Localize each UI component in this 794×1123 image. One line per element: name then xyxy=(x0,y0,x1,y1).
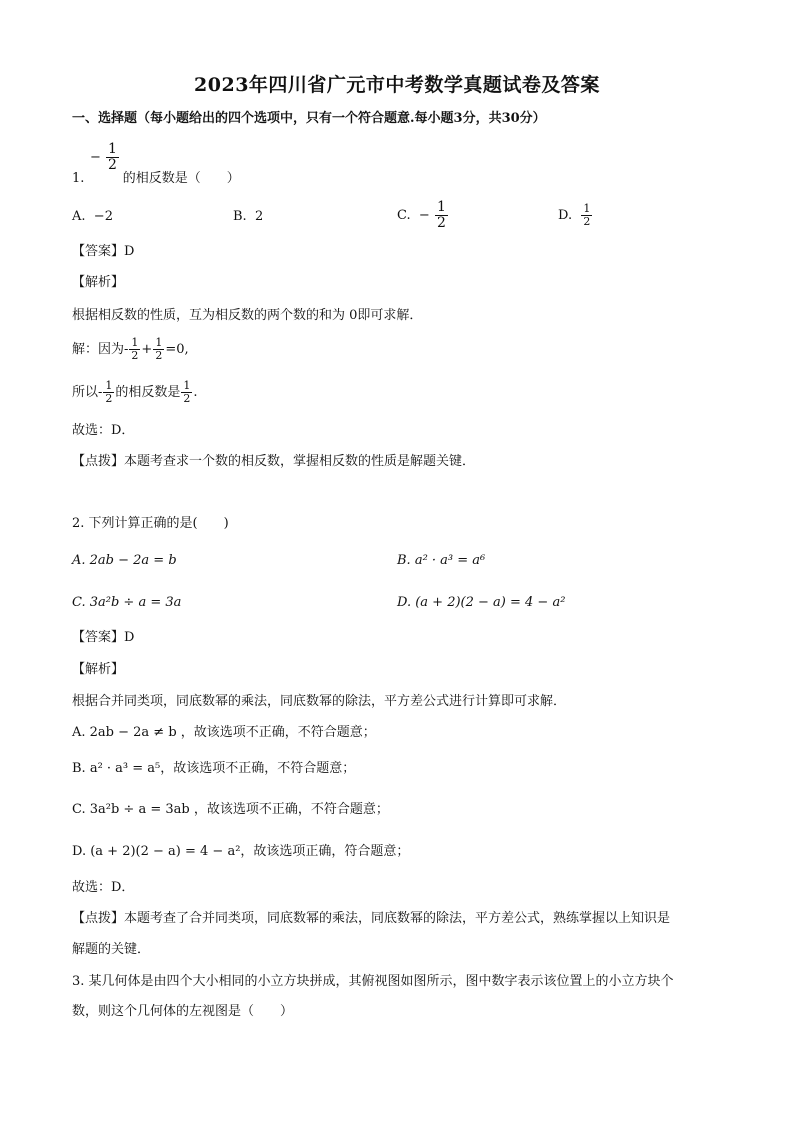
q2-line-c: C. 3a²b ÷ a = 3ab ，故该选项不正确，不符合题意； xyxy=(72,802,389,817)
question-text: 的相反数是（ ） xyxy=(122,171,240,186)
solution-text: 的相反数是 xyxy=(115,385,181,400)
fraction-denominator: 2 xyxy=(105,392,113,405)
q1-option-b xyxy=(233,208,263,226)
q2-line-b: B. a² · a³ = a⁵，故该选项不正确，不符合题意； xyxy=(72,761,356,776)
q1-fraction xyxy=(90,142,120,173)
q1-so-line xyxy=(72,380,198,405)
fraction-numerator: 1 xyxy=(155,336,163,349)
q3-stem-line1: 3. 某几何体是由四个大小相同的小立方块拼成，其俯视图如图所示，图中数字表示该位置上的小立方块个 xyxy=(72,974,674,989)
solution-text: . xyxy=(193,385,198,400)
fraction-numerator: 1 xyxy=(105,379,113,392)
q2-choose: 故选：D． xyxy=(72,880,135,895)
question-number: 1. xyxy=(72,171,85,186)
fraction xyxy=(181,380,192,405)
section-header: 一、选择题（每小题给出的四个选项中，只有一个符合题意.每小题3分，共30分） xyxy=(72,111,546,126)
fraction-denominator: 2 xyxy=(155,349,163,362)
fraction-denominator: 2 xyxy=(436,215,446,231)
fraction-numerator: 1 xyxy=(131,336,139,349)
q2-option-b: B. a² · a³ = a⁶ xyxy=(397,553,486,568)
q1-analysis-label: 【解析】 xyxy=(72,275,125,290)
q2-analysis-label: 【解析】 xyxy=(72,662,125,677)
q2-stem: 2. 下列计算正确的是( ) xyxy=(72,516,229,531)
q2-explanation: 根据合并同类项，同底数幂的乘法，同底数幂的除法，平方差公式进行计算即可求解． xyxy=(72,694,567,709)
q2-option-a: A. 2ab − 2a = b xyxy=(72,553,177,568)
q1-comment: 【点拨】本题考查求一个数的相反数，掌握相反数的性质是解题关键． xyxy=(72,454,476,469)
solution-text: 所以- xyxy=(72,385,103,400)
fraction-denominator: 2 xyxy=(583,215,591,228)
q1-option-d xyxy=(558,203,593,228)
minus-sign: − xyxy=(418,208,430,223)
fraction-denominator: 2 xyxy=(108,157,117,173)
document-title: 2023年四川省广元市中考数学真题试卷及答案 xyxy=(194,74,600,96)
fraction xyxy=(106,142,119,173)
fraction xyxy=(581,203,592,228)
option-label: A. xyxy=(72,209,86,224)
plus-sign: + xyxy=(141,342,153,357)
option-value: −2 xyxy=(93,209,113,224)
q2-option-c: C. 3a²b ÷ a = 3a xyxy=(72,595,182,610)
fraction-numerator: 1 xyxy=(183,379,191,392)
q1-option-c xyxy=(397,200,449,231)
q1-explanation: 根据相反数的性质，互为相反数的两个数的和为 0即可求解． xyxy=(72,308,423,323)
fraction xyxy=(129,337,140,362)
solution-text: 解：因为- xyxy=(72,342,129,357)
option-value: 2 xyxy=(254,209,264,224)
fraction-numerator: 1 xyxy=(436,199,446,215)
fraction-denominator: 2 xyxy=(131,349,139,362)
option-label: C. xyxy=(397,208,411,223)
q2-comment-line1: 【点拨】本题考查了合并同类项，同底数幂的乘法，同底数幂的除法，平方差公式，熟练掌握以上知识是 xyxy=(72,911,671,926)
option-label: D. xyxy=(558,208,573,223)
fraction-numerator: 1 xyxy=(108,141,117,157)
q1-option-a xyxy=(72,208,113,226)
fraction-numerator: 1 xyxy=(583,202,591,215)
q2-option-d: D. (a + 2)(2 − a) = 4 − a² xyxy=(397,595,566,610)
fraction xyxy=(435,200,448,231)
fraction xyxy=(103,380,114,405)
q1-choose: 故选：D． xyxy=(72,423,135,438)
option-label: B. xyxy=(233,209,247,224)
q1-answer: 【答案】D xyxy=(72,244,135,259)
q2-comment-line2: 解题的关键． xyxy=(72,942,151,957)
q2-line-a: A. 2ab − 2a ≠ b ，故该选项不正确，不符合题意； xyxy=(72,725,376,740)
minus-sign: − xyxy=(90,150,101,165)
fraction xyxy=(153,337,164,362)
q1-solution-line xyxy=(72,337,189,362)
q2-answer: 【答案】D xyxy=(72,630,135,645)
q3-stem-line2: 数，则这个几何体的左视图是（ ） xyxy=(72,1004,294,1019)
fraction-denominator: 2 xyxy=(183,392,191,405)
q1-stem xyxy=(72,170,240,188)
solution-text: =0, xyxy=(165,342,189,357)
q2-line-d: D. (a + 2)(2 − a) = 4 − a²，故该选项正确，符合题意； xyxy=(72,844,410,859)
